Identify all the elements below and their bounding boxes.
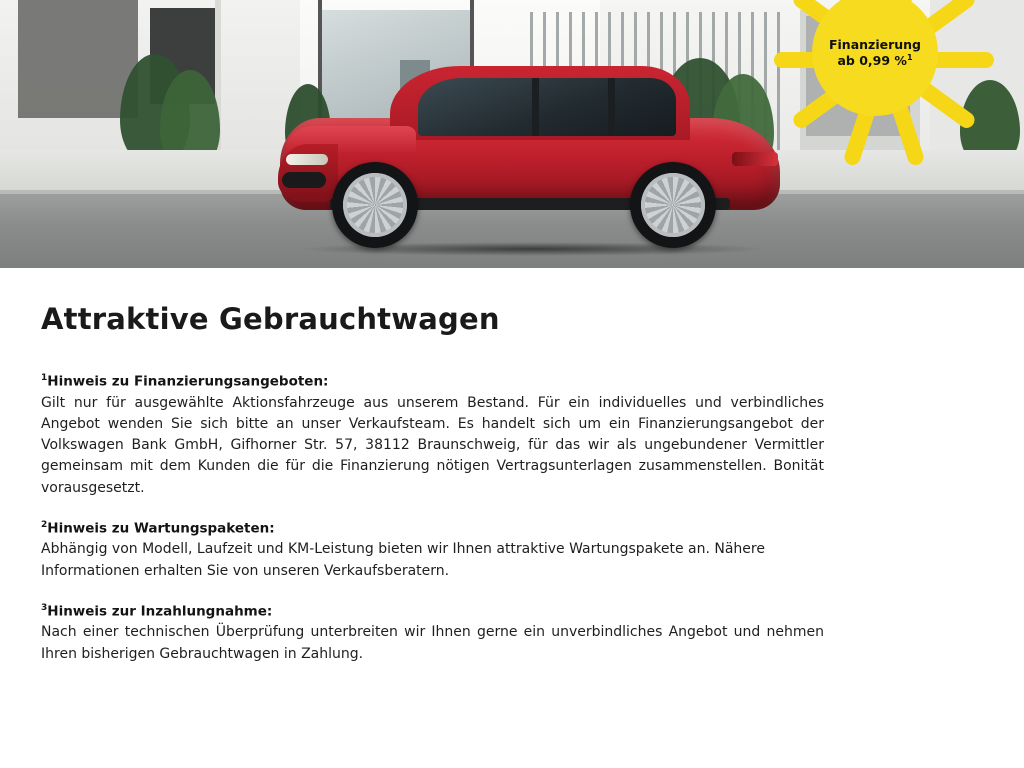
financing-sun-badge: [764, 0, 1014, 176]
note-heading-text: Hinweis zu Finanzierungsangeboten:: [47, 373, 329, 390]
sun-core: [812, 0, 938, 116]
note-body: Gilt nur für ausgewählte Aktionsfahrzeuge aus unserem Bestand. Für ein individuelles und verbindliches Angebot wenden Sie sich bitte an unser Verkaufsteam. Es handelt sich um ein Finanzierungsangebot der Volkswagen Bank GmbH, Gifhorner Str. 57, 38112 Braunschweig, für das wir als ungebundener Vermittler gemeinsam mit dem Kunden die für die Finanzierung nötigen Vertragsunterlagen zusammenstellen. Bonität vorausgesetzt.: [41, 394, 824, 496]
legal-notes: [41, 373, 824, 686]
note-marker: 1: [41, 373, 48, 383]
note-marker: 2: [41, 519, 48, 530]
car-c-pillar: [608, 78, 615, 136]
car-windows: [418, 78, 676, 136]
note-body: Nach einer technischen Überprüfung unterbreiten wir Ihnen gerne ein unverbindliches Angebot und nehmen Ihren bisherigen Gebrauchtwagen in Zahlung.: [41, 624, 824, 662]
note-heading-text: Hinweis zur Inzahlungnahme:: [47, 603, 273, 620]
hero-image: [0, 0, 1024, 268]
wheel-front: [332, 162, 418, 248]
car-illustration: [270, 60, 790, 240]
note-section-trade-in: [41, 603, 824, 665]
content-area: [0, 268, 1024, 768]
badge-line-2: [837, 53, 912, 69]
building-left-dark-panel: [18, 0, 138, 118]
note-section-financing: [41, 373, 824, 499]
page-title: Attraktive Gebrauchtwagen: [41, 302, 500, 336]
wheel-rear: [630, 162, 716, 248]
badge-line-1: Finanzierung: [828, 37, 921, 53]
car-grille: [282, 172, 326, 188]
note-heading: [41, 373, 824, 390]
badge-line-2-text: ab 0,99 %: [837, 53, 907, 69]
note-heading: [41, 603, 824, 620]
car-b-pillar: [532, 78, 539, 136]
note-body: Abhängig von Modell, Laufzeit und KM-Leistung bieten wir Ihnen attraktive Wartungspakete an. Nähere Informationen erhalten Sie von unseren Verkaufsberatern.: [41, 541, 765, 579]
note-heading-text: Hinweis zu Wartungspaketen:: [47, 520, 275, 537]
badge-footnote-marker: 1: [906, 52, 913, 62]
headlight-icon: [286, 154, 328, 165]
note-heading: [41, 520, 824, 537]
note-marker: 3: [41, 602, 48, 613]
note-section-maintenance: [41, 520, 824, 582]
